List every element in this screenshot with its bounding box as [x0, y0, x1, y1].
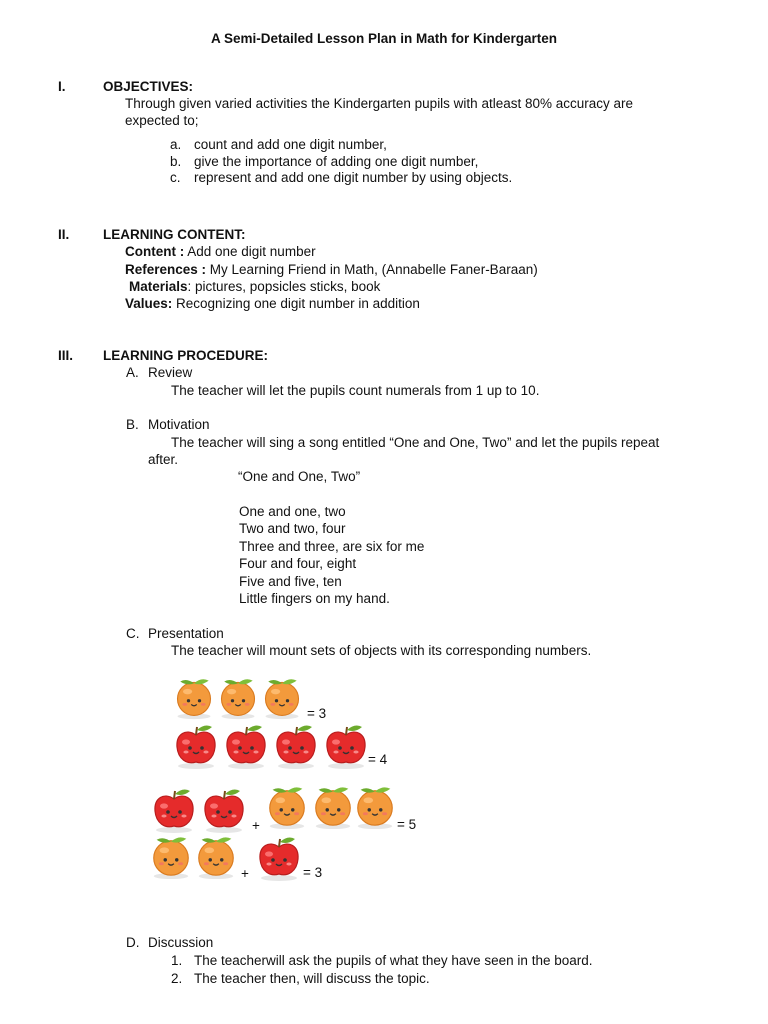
plus-sign: +	[252, 818, 260, 833]
apple-icon	[200, 786, 248, 834]
objective-marker-c: c.	[170, 170, 181, 185]
equation-result-1: = 3	[307, 706, 327, 721]
references-value: My Learning Friend in Math, (Annabelle Faner-Baraan)	[206, 262, 538, 277]
orange-icon	[172, 676, 216, 720]
objectives-intro-line-1: Through given varied activities the Kindergarten pupils with atleast 80% accuracy are	[125, 96, 634, 111]
lyric-line: Little fingers on my hand.	[239, 591, 390, 606]
lyric-line: Four and four, eight	[239, 556, 357, 571]
lyric-line: Two and two, four	[239, 521, 346, 536]
equation-result-2: = 4	[368, 752, 388, 767]
apple-icon	[322, 722, 370, 770]
orange-icon	[216, 676, 260, 720]
values-value: Recognizing one digit number in addition	[172, 296, 420, 311]
materials-value: : pictures, popsicles sticks, book	[187, 279, 381, 294]
motivation-text-line-1: The teacher will sing a song entitled “One and One, Two” and let the pupils repeat	[171, 435, 660, 450]
lyric-line: Three and three, are six for me	[239, 539, 425, 554]
values-line	[125, 295, 420, 312]
equation-result-3: = 5	[397, 817, 417, 832]
motivation-title: Motivation	[148, 417, 210, 432]
learning-content-heading: LEARNING CONTENT:	[103, 227, 246, 242]
materials-line	[129, 278, 380, 295]
values-label: Values:	[125, 296, 173, 311]
song-title: “One and One, Two”	[238, 469, 361, 484]
orange-icon	[352, 784, 398, 830]
apple-icon	[272, 722, 320, 770]
document-title: A Semi-Detailed Lesson Plan in Math for Kindergarten	[210, 31, 558, 46]
section-numeral-objectives: I.	[58, 79, 66, 94]
objective-item-a: count and add one digit number,	[194, 137, 387, 152]
lyric-line: Five and five, ten	[239, 574, 342, 589]
objective-marker-b: b.	[170, 154, 182, 169]
discussion-title: Discussion	[148, 935, 214, 950]
apple-icon	[150, 786, 198, 834]
presentation-text: The teacher will mount sets of objects with its corresponding numbers.	[171, 643, 592, 658]
discussion-item-1: The teacherwill ask the pupils of what they have seen in the board.	[194, 953, 593, 968]
presentation-marker: C.	[126, 626, 140, 641]
section-numeral-content: II.	[58, 227, 70, 242]
content-label: Content :	[125, 244, 185, 259]
discussion-item-marker-1: 1.	[171, 953, 183, 968]
materials-label: Materials	[129, 279, 188, 294]
objectives-heading: OBJECTIVES:	[103, 79, 194, 94]
references-label: References :	[125, 262, 207, 277]
apple-icon	[172, 722, 220, 770]
objective-item-b: give the importance of adding one digit number,	[194, 154, 479, 169]
objectives-intro-line-2: expected to;	[125, 113, 199, 128]
content-value: Add one digit number	[184, 244, 316, 259]
review-title: Review	[148, 365, 193, 380]
presentation-title: Presentation	[148, 626, 224, 641]
orange-icon	[260, 676, 304, 720]
discussion-item-marker-2: 2.	[171, 971, 183, 986]
discussion-marker: D.	[126, 935, 140, 950]
orange-icon	[148, 834, 194, 880]
objective-marker-a: a.	[170, 137, 182, 152]
motivation-text-line-2: after.	[148, 452, 179, 467]
apple-icon	[255, 834, 303, 882]
learning-procedure-heading: LEARNING PROCEDURE:	[103, 348, 269, 363]
discussion-item-2: The teacher then, will discuss the topic.	[194, 971, 430, 986]
orange-icon	[264, 784, 310, 830]
motivation-marker: B.	[126, 417, 139, 432]
lyric-line: One and one, two	[239, 504, 346, 519]
content-line	[125, 243, 316, 260]
equation-result-4: = 3	[303, 865, 323, 880]
section-numeral-procedure: III.	[58, 348, 74, 363]
plus-sign: +	[241, 866, 249, 881]
references-line	[125, 261, 538, 278]
apple-icon	[222, 722, 270, 770]
review-marker: A.	[126, 365, 139, 380]
orange-icon	[310, 784, 356, 830]
review-text: The teacher will let the pupils count numerals from 1 up to 10.	[171, 383, 540, 398]
orange-icon	[193, 834, 239, 880]
objective-item-c: represent and add one digit number by using objects.	[194, 170, 513, 185]
